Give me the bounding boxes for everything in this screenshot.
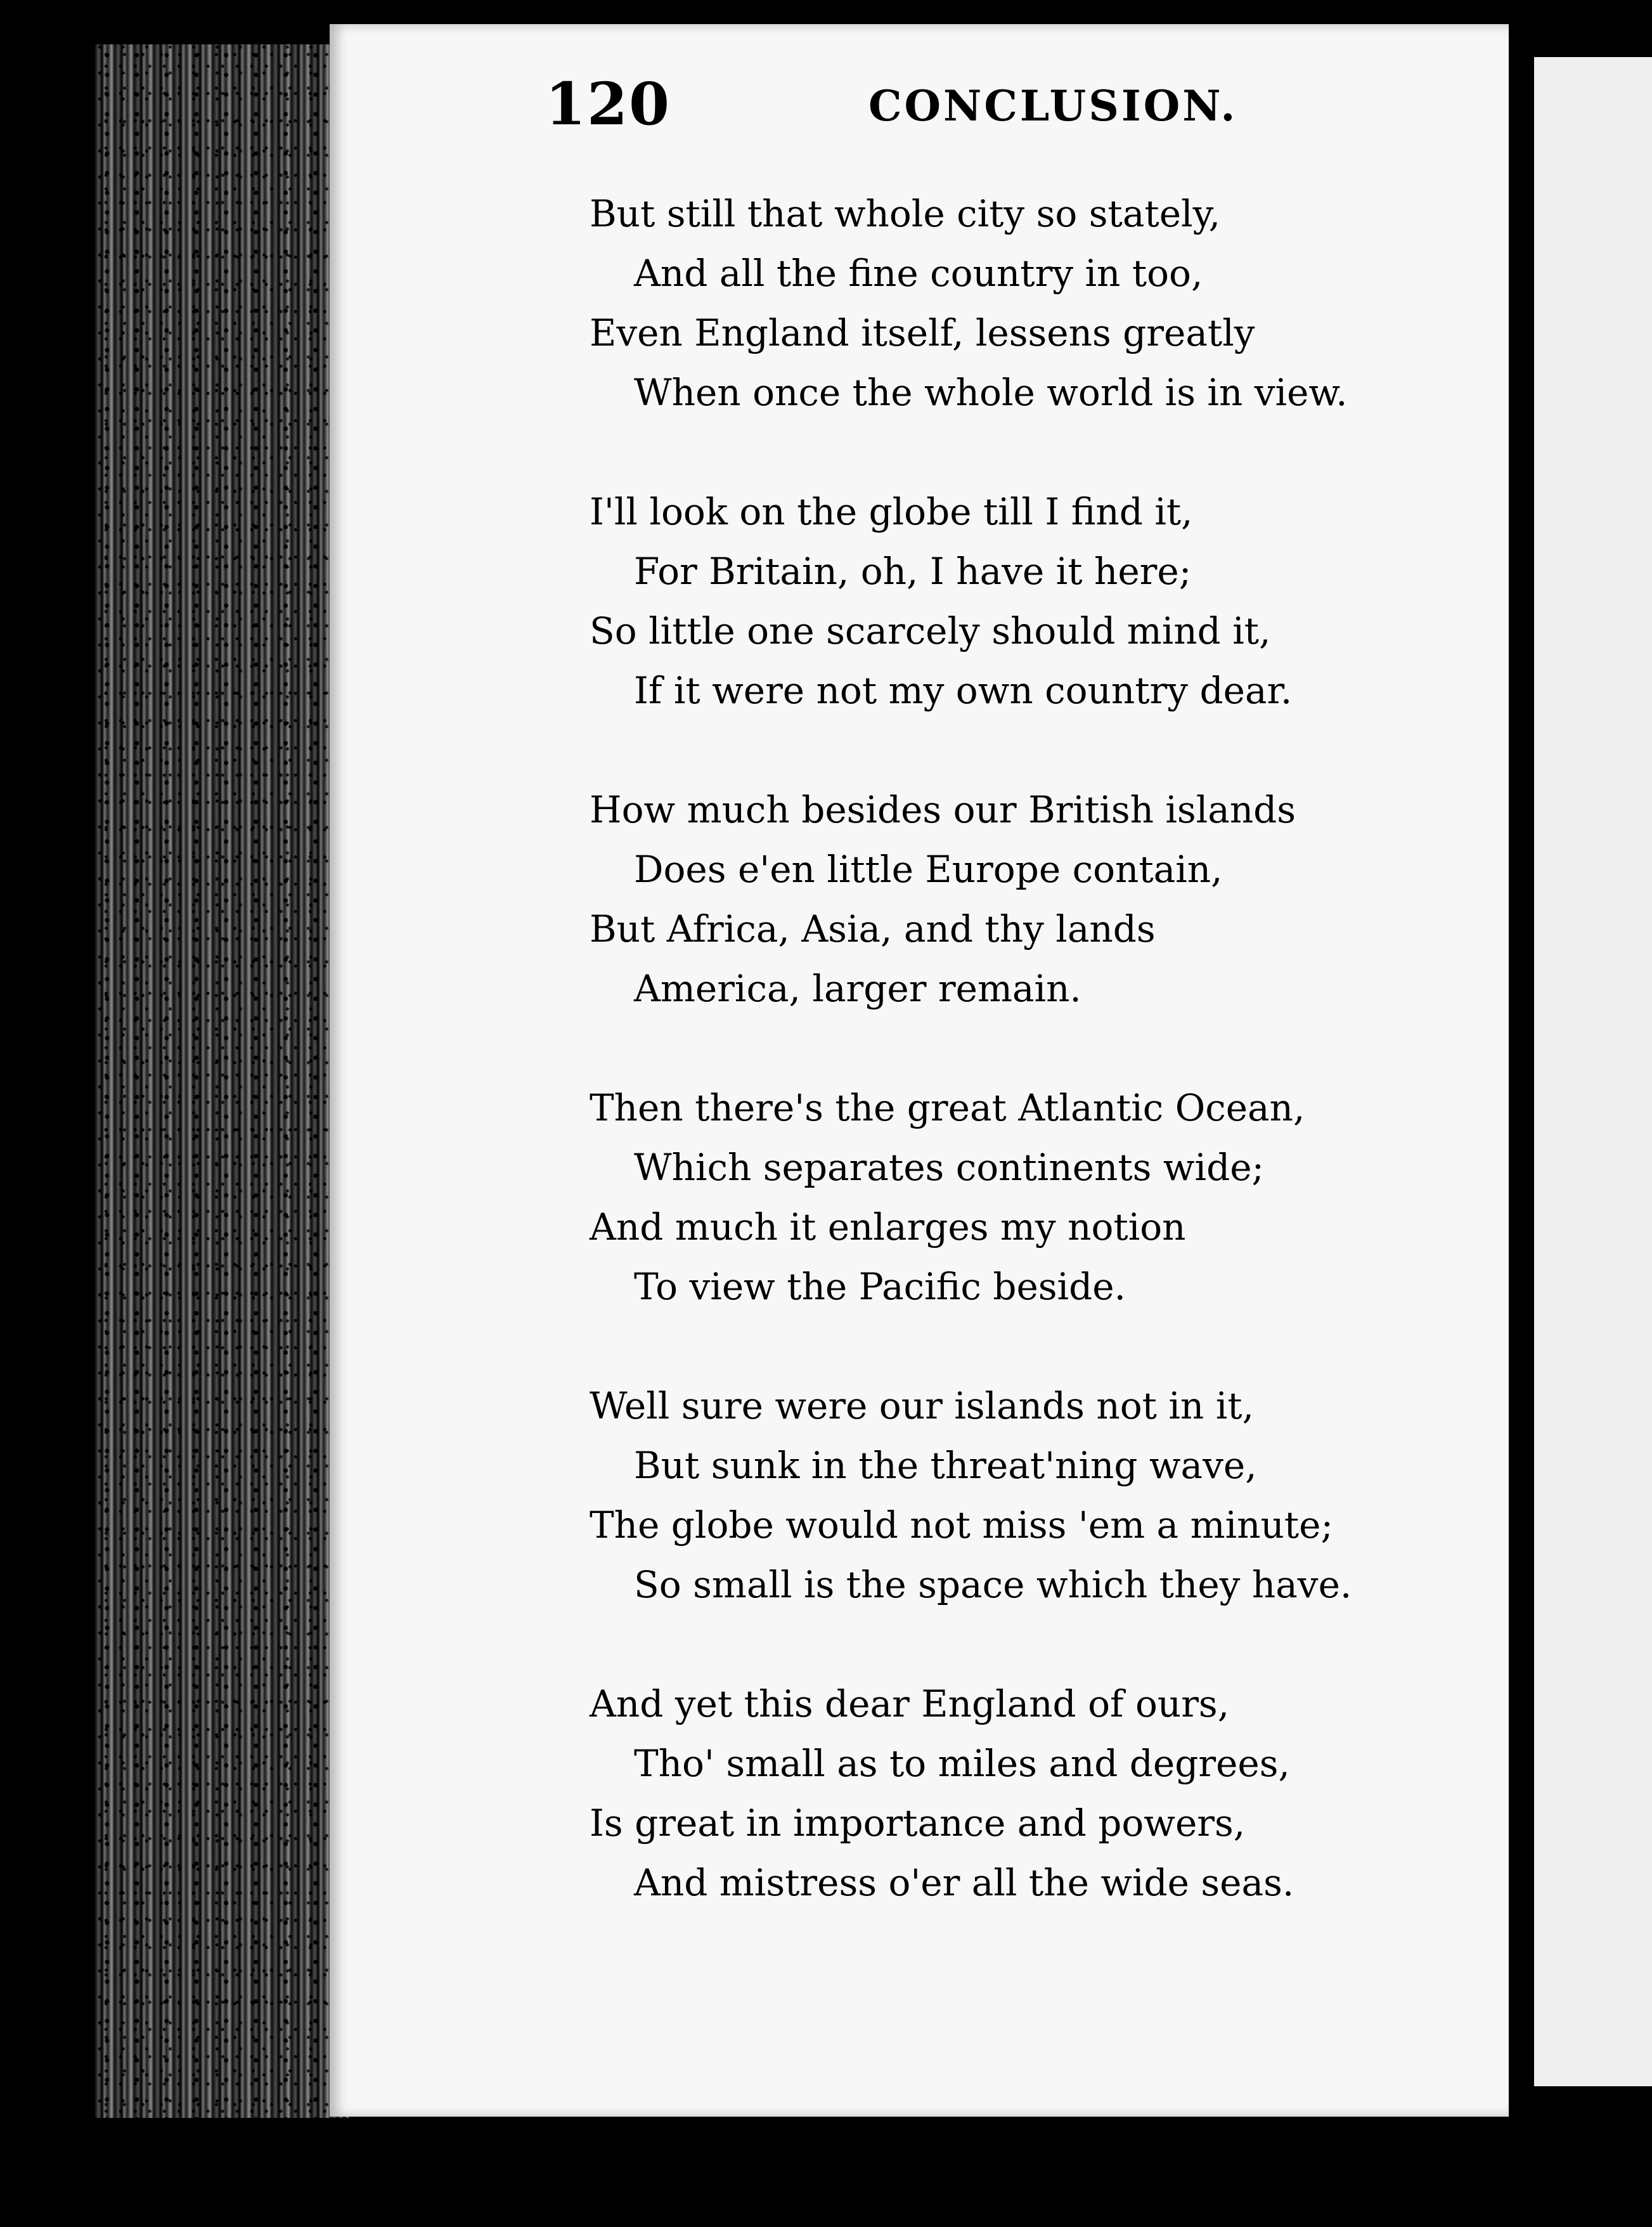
- poem-line: If it were not my own country dear.: [634, 669, 1293, 712]
- facing-page-edge: [1534, 57, 1652, 2086]
- poem-line: Well sure were our islands not in it,: [590, 1384, 1255, 1427]
- poem: [590, 184, 1426, 1972]
- poem-line: But sunk in the threat'ning wave,: [634, 1444, 1257, 1487]
- stanza: [590, 780, 1426, 1018]
- poem-line: America, larger remain.: [634, 967, 1081, 1010]
- poem-line: And much it enlarges my notion: [590, 1205, 1186, 1249]
- poem-line: For Britain, oh, I have it here;: [634, 550, 1192, 593]
- poem-line: When once the whole world is in view.: [634, 371, 1348, 414]
- poem-line: Is great in importance and powers,: [590, 1802, 1246, 1845]
- poem-line: But still that whole city so stately,: [590, 192, 1221, 235]
- running-head: CONCLUSION.: [868, 81, 1238, 131]
- poem-line: Which separates continents wide;: [634, 1146, 1265, 1189]
- poem-line: And yet this dear England of ours,: [590, 1682, 1230, 1725]
- poem-line: Tho' small as to miles and degrees,: [634, 1742, 1290, 1785]
- poem-line: I'll look on the globe till I find it,: [590, 490, 1193, 533]
- stanza: [590, 1078, 1426, 1316]
- page-number: 120: [545, 70, 671, 138]
- poem-line: How much besides our British islands: [590, 788, 1296, 831]
- stanza: [590, 1376, 1426, 1614]
- stanza: [590, 1674, 1426, 1912]
- poem-line: But Africa, Asia, and thy lands: [590, 907, 1156, 951]
- poem-line: The globe would not miss 'em a minute;: [590, 1503, 1333, 1547]
- poem-line: To view the Pacific beside.: [634, 1265, 1126, 1308]
- poem-line: Does e'en little Europe contain,: [634, 848, 1223, 891]
- page-header: [545, 70, 1242, 146]
- page-edge-shadow: [95, 44, 349, 2118]
- stanza: [590, 184, 1426, 422]
- stanza: [590, 482, 1426, 720]
- poem-line: And all the fine country in too,: [634, 252, 1203, 295]
- poem-line: Then there's the great Atlantic Ocean,: [590, 1086, 1305, 1129]
- poem-line: And mistress o'er all the wide seas.: [634, 1861, 1294, 1904]
- poem-line: So little one scarcely should mind it,: [590, 609, 1271, 653]
- poem-line: So small is the space which they have.: [634, 1563, 1352, 1606]
- poem-line: Even England itself, lessens greatly: [590, 311, 1255, 354]
